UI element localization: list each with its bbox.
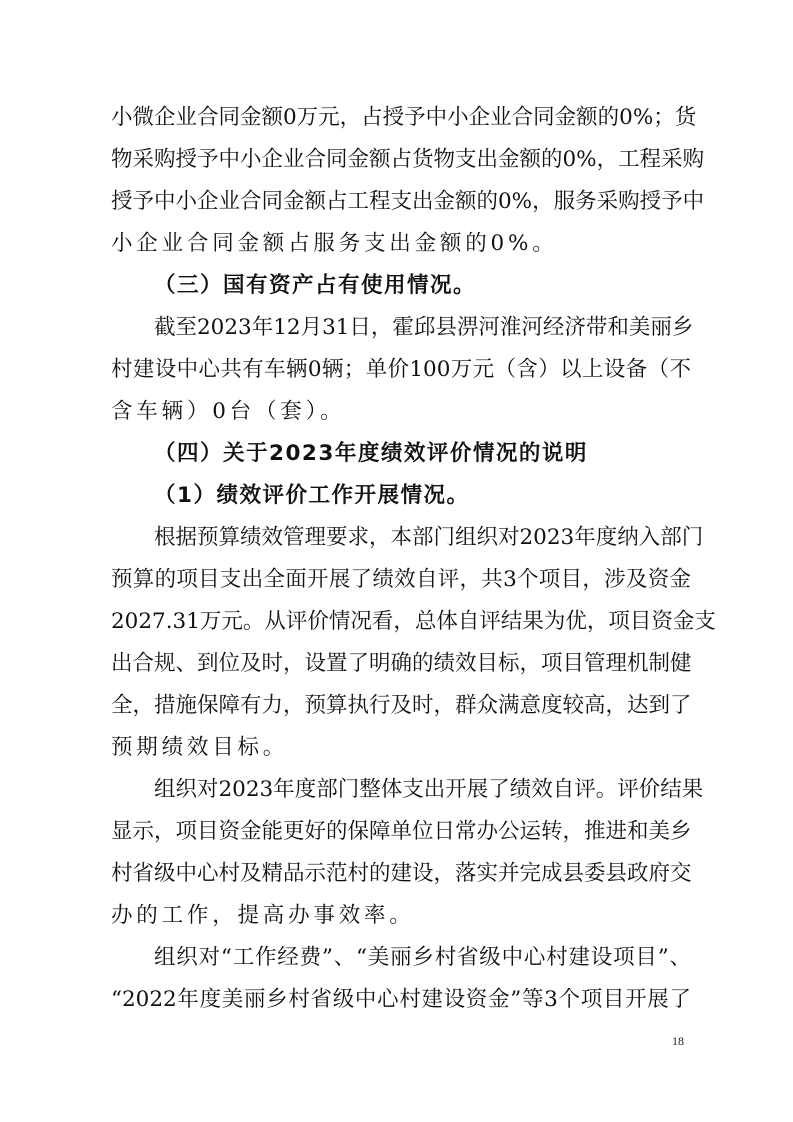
paragraph-line: 根据预算绩效管理要求，本部门组织对2023年度纳入部门	[154, 525, 704, 550]
paragraph-line: 小微企业合同金额0万元，占授予中小企业合同金额的0%；货	[111, 105, 697, 130]
paragraph-line: 组织对2023年度部门整体支出开展了绩效自评。评价结果	[154, 777, 704, 802]
paragraph-line: 办的工作，提高办事效率。	[111, 903, 415, 928]
paragraph-line: 村省级中心村及精品示范村的建设，落实并完成县委县政府交	[111, 861, 692, 886]
paragraph-line: 截至2023年12月31日，霍邱县淠河淮河经济带和美丽乡	[154, 315, 694, 340]
paragraph-line: 显示，项目资金能更好的保障单位日常办公运转，推进和美乡	[111, 819, 692, 844]
paragraph-line: 含车辆）0台（套）。	[111, 399, 346, 424]
paragraph-line: 预算的项目支出全面开展了绩效自评，共3个项目，涉及资金	[111, 567, 691, 592]
paragraph-line: 出合规、到位及时，设置了明确的绩效目标，项目管理机制健	[111, 651, 692, 676]
paragraph-line: “2022年度美丽乡村省级中心村建设资金”等3个项目开展了	[111, 987, 691, 1012]
paragraph-line: 组织对“工作经费”、“美丽乡村省级中心村建设项目”、	[154, 945, 691, 970]
paragraph-line: 小企业合同金额占服务支出金额的0%。	[111, 231, 558, 256]
section-heading-4: （四）关于2023年度绩效评价情况的说明	[154, 441, 588, 466]
paragraph-line: 预期绩效目标。	[111, 735, 289, 760]
paragraph-line: 村建设中心共有车辆0辆；单价100万元（含）以上设备（不	[111, 357, 691, 382]
paragraph-line: 2027.31万元。从评价情况看，总体自评结果为优，项目资金支	[111, 609, 716, 634]
page-number: 18	[672, 1034, 684, 1048]
subsection-heading-1: （1）绩效评价工作开展情况。	[154, 483, 470, 508]
paragraph-line: 物采购授予中小企业合同金额占货物支出金额的0%，工程采购	[111, 147, 705, 172]
paragraph-line: 授予中小企业合同金额占工程支出金额的0%，服务采购授予中	[111, 189, 705, 214]
section-heading-3: （三）国有资产占有使用情况。	[154, 273, 477, 298]
paragraph-line: 全，措施保障有力，预算执行及时，群众满意度较高，达到了	[111, 693, 692, 718]
